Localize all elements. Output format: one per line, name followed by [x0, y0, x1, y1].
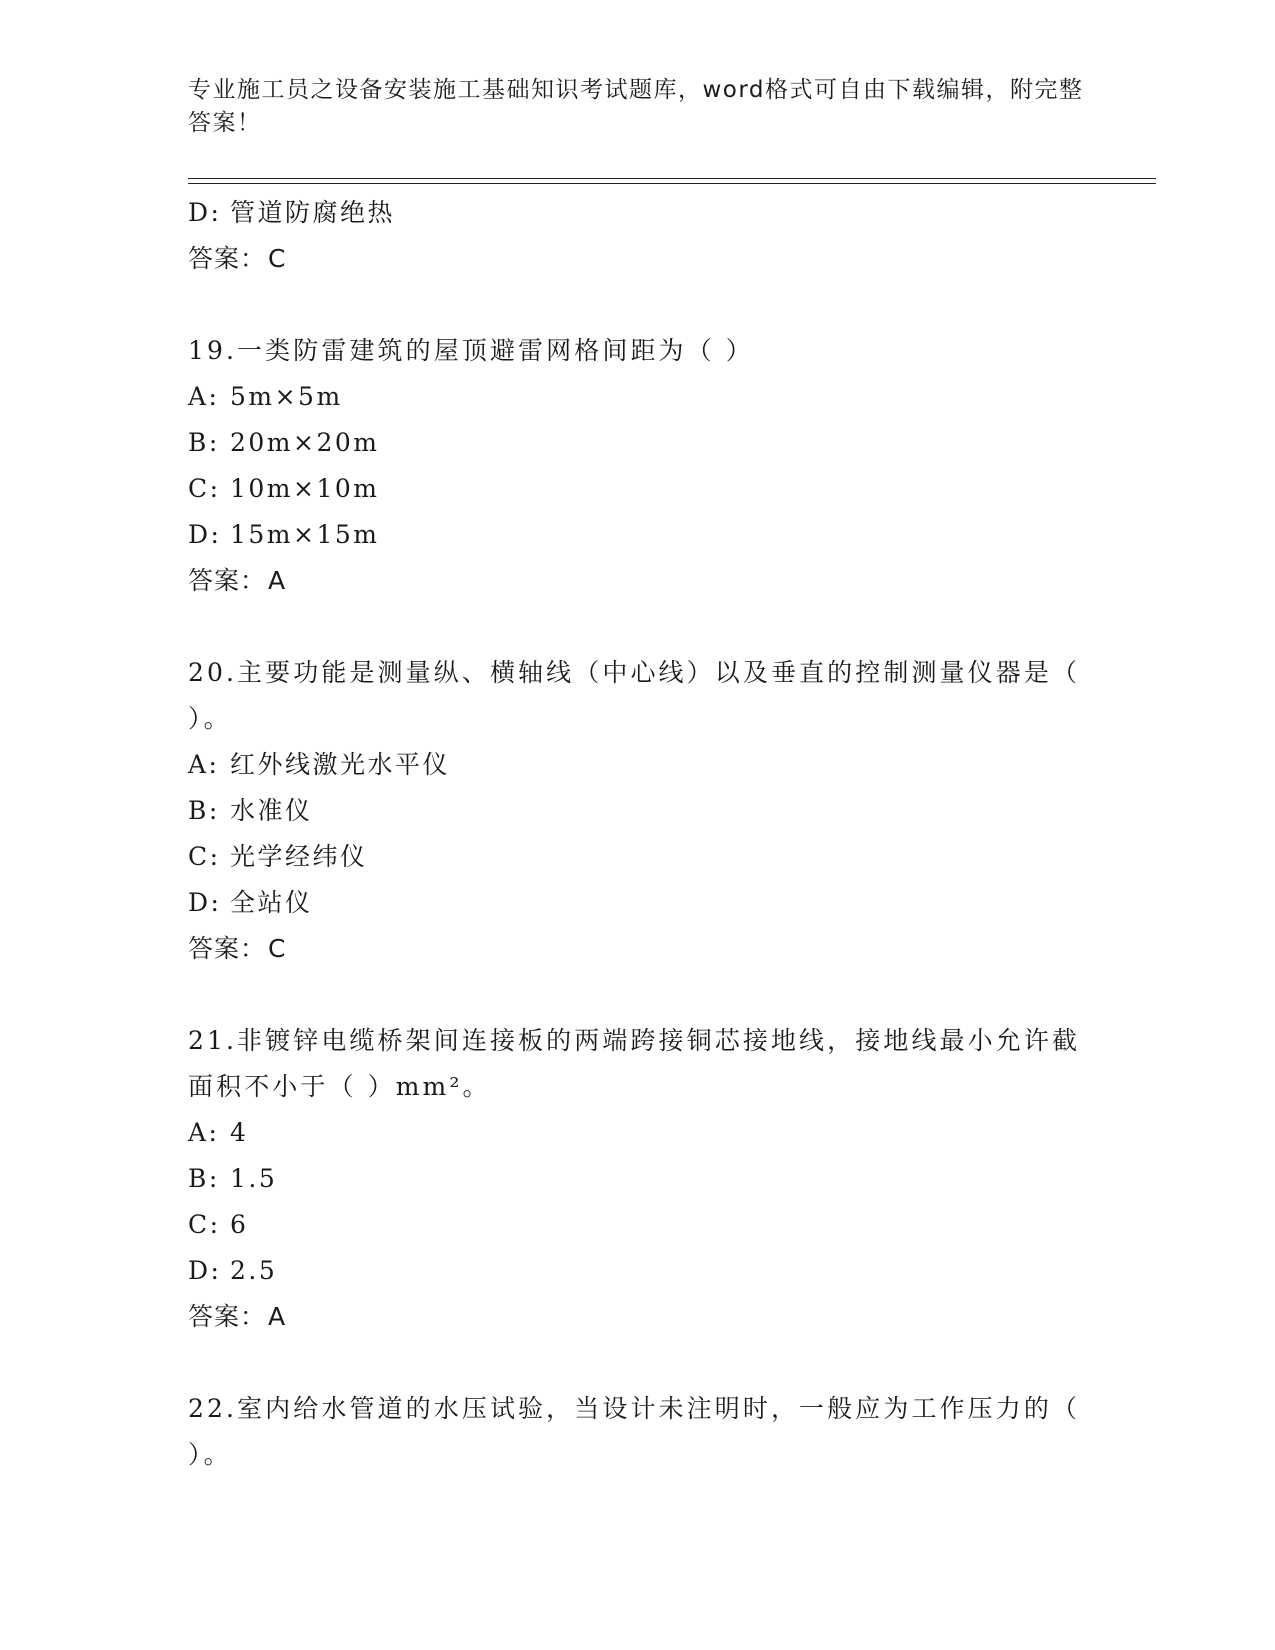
question-20-option-c — [188, 834, 1088, 880]
option-label: A: — [188, 1118, 220, 1147]
option-text: 10m×10m — [230, 474, 380, 503]
answer-value: C — [268, 934, 287, 963]
question-19-stem: 19.一类防雷建筑的屋顶避雷网格间距为（ ） — [188, 336, 754, 365]
answer-value: A — [268, 566, 287, 595]
document-header: 专业施工员之设备安装施工基础知识考试题库，word格式可自由下载编辑，附完整答案！ — [188, 77, 1084, 136]
option-label: B: — [188, 1164, 220, 1193]
question-19-option-a — [188, 374, 1088, 420]
option-text: 5m×5m — [230, 382, 343, 411]
option-text: 15m×15m — [230, 520, 380, 549]
option-label: C: — [188, 474, 221, 503]
option-label: D: — [188, 520, 222, 549]
answer-label: 答案： — [188, 244, 267, 273]
answer-label: 答案： — [188, 566, 267, 595]
option-label: B: — [188, 796, 220, 825]
question-20-option-a — [188, 742, 1088, 788]
question-21-option-b — [188, 1156, 1088, 1202]
option-text: 2.5 — [230, 1256, 278, 1285]
option-label: D: — [188, 888, 222, 917]
option-label: A: — [188, 382, 220, 411]
option-text: 6 — [230, 1210, 249, 1239]
option-label: A: — [188, 750, 220, 779]
question-21-option-c — [188, 1202, 1088, 1248]
option-label: C: — [188, 842, 221, 871]
option-text: 光学经纬仪 — [230, 842, 368, 871]
answer-label: 答案： — [188, 1302, 267, 1331]
question-21-option-a — [188, 1110, 1088, 1156]
option-text: 水准仪 — [230, 796, 313, 825]
question-19-option-b — [188, 420, 1088, 466]
answer-value: C — [268, 244, 287, 273]
question-20-answer — [188, 926, 1088, 972]
question-21-option-d — [188, 1248, 1088, 1294]
option-text: 全站仪 — [230, 888, 313, 917]
option-label: B: — [188, 428, 220, 457]
question-19-option-d — [188, 512, 1088, 558]
option-text: 管道防腐绝热 — [230, 198, 396, 227]
prev-option-d — [188, 190, 1088, 236]
question-19-answer — [188, 558, 1088, 604]
prev-answer — [188, 236, 1088, 282]
question-20-option-d — [188, 880, 1088, 926]
question-20-stem: 20.主要功能是测量纵、横轴线（中心线）以及垂直的控制测量仪器是（ ）。 — [188, 658, 1081, 733]
question-20-option-b — [188, 788, 1088, 834]
header-rule-bottom — [188, 183, 1156, 184]
option-text: 20m×20m — [230, 428, 380, 457]
document-body — [188, 190, 1088, 1478]
question-22-stem: 22.室内给水管道的水压试验，当设计未注明时，一般应为工作压力的（ ）。 — [188, 1394, 1081, 1469]
option-label: D: — [188, 1256, 222, 1285]
header-rule-top — [188, 178, 1156, 179]
question-21-stem: 21.非镀锌电缆桥架间连接板的两端跨接铜芯接地线，接地线最小允许截面积不小于（ ）mm²。 — [188, 1026, 1081, 1101]
option-label: D: — [188, 198, 222, 227]
question-21-answer — [188, 1294, 1088, 1340]
option-text: 1.5 — [230, 1164, 278, 1193]
answer-label: 答案： — [188, 934, 267, 963]
option-text: 红外线激光水平仪 — [230, 750, 451, 779]
option-text: 4 — [230, 1118, 249, 1147]
answer-value: A — [268, 1302, 287, 1331]
question-19-option-c — [188, 466, 1088, 512]
option-label: C: — [188, 1210, 221, 1239]
